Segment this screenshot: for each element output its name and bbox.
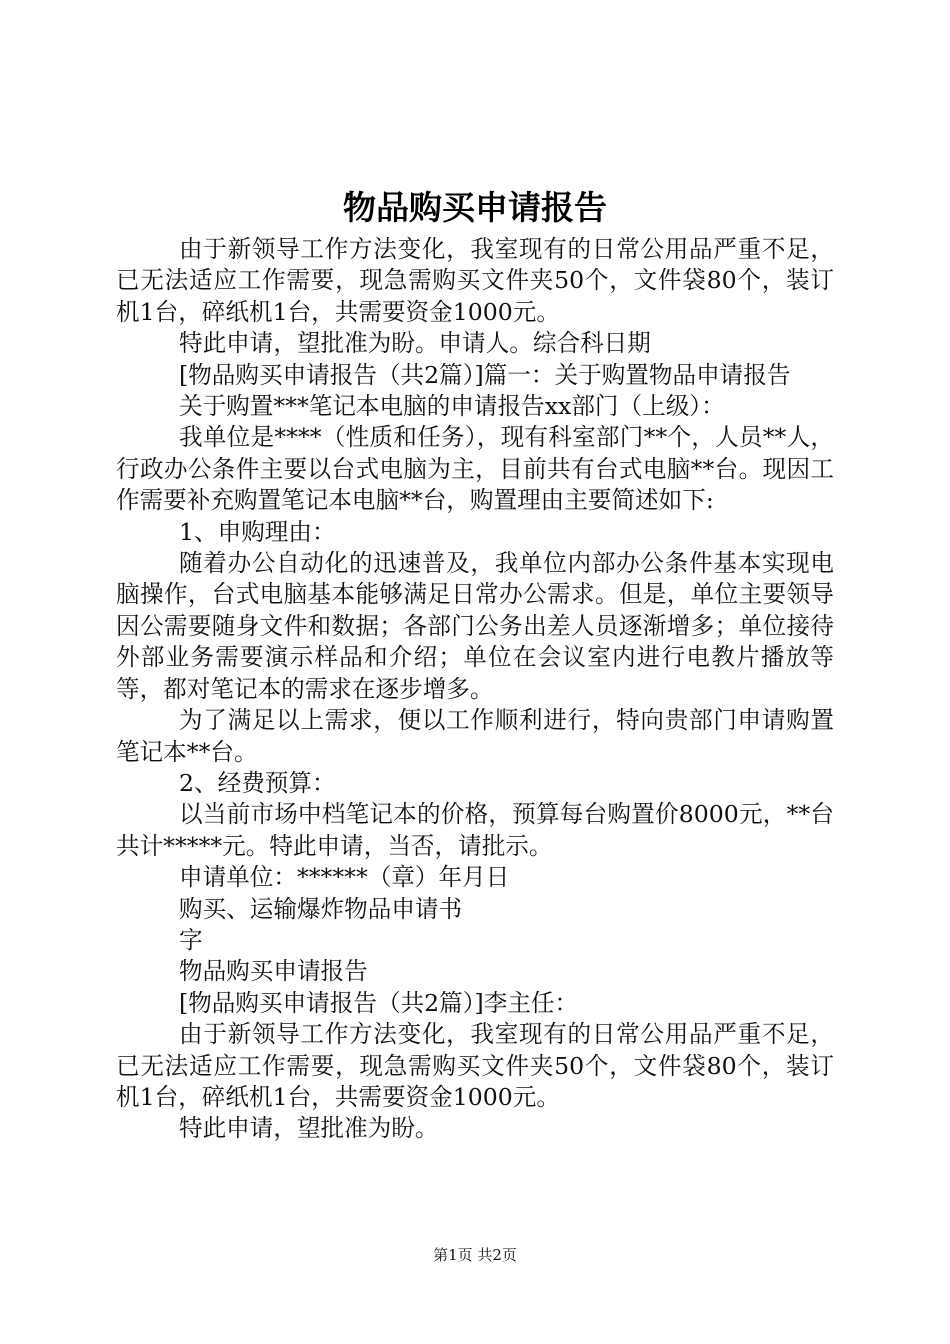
paragraph-4: 关于购置***笔记本电脑的申请报告xx部门（上级）： xyxy=(179,392,725,421)
paragraph-3: [物品购买申请报告（共2篇）]篇一：关于购置物品申请报告 xyxy=(179,360,791,389)
page-footer: 第1页 共2页 xyxy=(433,1246,517,1264)
paragraph-9: 2、经费预算： xyxy=(179,768,336,797)
paragraph-1: 由于新领导工作方法变化，我室现有的日常公用品严重不足，已无法适应工作需要，现急需购买文件夹50个，文件袋80个，装订机1台，碎纸机1台，共需要资金1000元。 xyxy=(116,235,834,326)
paragraph-7: 随着办公自动化的迅速普及，我单位内部办公条件基本实现电脑操作，台式电脑基本能够满足日常办公需求。但是，单位主要领导因公需要随身文件和数据；各部门公务出差人员逐渐增多；单位接待外部业务需要演示样品和介绍；单位在会议室内进行电教片播放等等，都对笔记本的需求在逐步增多。 xyxy=(116,549,834,703)
paragraph-12: 购买、运输爆炸物品申请书 xyxy=(179,894,463,923)
paragraph-16: 由于新领导工作方法变化，我室现有的日常公用品严重不足，已无法适应工作需要，现急需购买文件夹50个，文件袋80个，装订机1台，碎纸机1台，共需要资金1000元。 xyxy=(116,1020,834,1111)
paragraph-8: 为了满足以上需求，便以工作顺利进行，特向贵部门申请购置笔记本**台。 xyxy=(116,706,834,766)
paragraph-14: 物品购买申请报告 xyxy=(179,957,368,986)
document-body xyxy=(116,234,834,1145)
paragraph-2: 特此申请，望批准为盼。申请人。综合科日期 xyxy=(179,329,651,358)
paragraph-15: [物品购买申请报告（共2篇）]李主任： xyxy=(179,988,579,1017)
paragraph-11: 申请单位：******（章）年月日 xyxy=(179,863,510,892)
document-title: 物品购买申请报告 xyxy=(343,188,607,227)
paragraph-10: 以当前市场中档笔记本的价格，预算每台购置价8000元，**台共计*****元。特此申请，当否，请批示。 xyxy=(116,800,834,860)
paragraph-6: 1、申购理由： xyxy=(179,517,336,546)
paragraph-5: 我单位是****（性质和任务），现有科室部门**个，人员**人，行政办公条件主要以台式电脑为主，目前共有台式电脑**台。现因工作需要补充购置笔记本电脑**台，购置理由主要简述如下: xyxy=(116,423,834,515)
paragraph-13: 字 xyxy=(179,925,203,954)
paragraph-17: 特此申请，望批准为盼。 xyxy=(179,1114,439,1143)
